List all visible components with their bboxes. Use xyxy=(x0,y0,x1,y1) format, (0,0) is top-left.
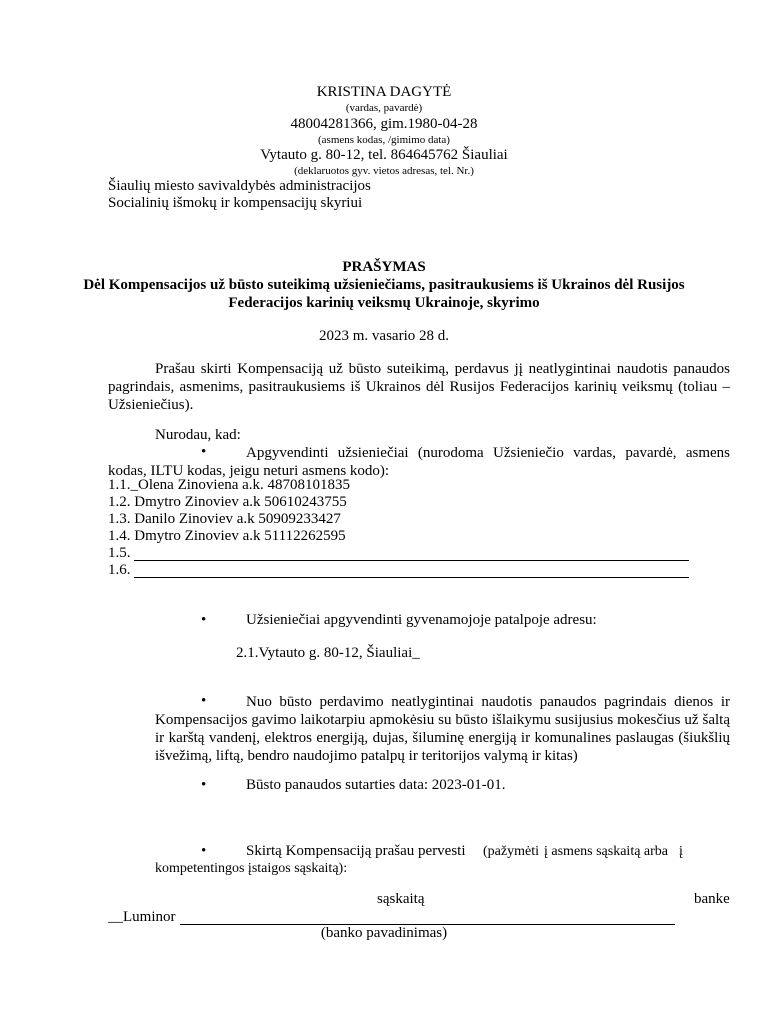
bullet-2: • xyxy=(201,612,207,628)
blank-item-6-line xyxy=(134,577,689,578)
intro-paragraph: Prašau skirti Kompensaciją už būsto suteikimą, perdavus jį neatlygintinai naudotis panaudos pagrindais, asmenims, pasitraukusiems iš Ukrainos dėl Rusijos Federacijos karinių veiksmų (toliau – Užsieniečius). xyxy=(108,361,730,413)
section5-bullet-text-d: į xyxy=(679,844,683,859)
document-title: PRAŠYMAS xyxy=(342,259,426,275)
bank-value: __Luminor xyxy=(108,909,176,925)
section2-address: 2.1.Vytauto g. 80-12, Šiauliai_ xyxy=(236,645,420,661)
bank-caption: (banko pavadinimas) xyxy=(320,925,448,941)
name-caption: (vardas, pavardė) xyxy=(345,102,423,114)
section5-bullet-text-c: į asmens sąskaitą arba xyxy=(544,844,669,859)
section5-bullet-text-a: Skirtą Kompensaciją prašau pervesti xyxy=(246,843,466,859)
list-item: 1.2. Dmytro Zinoviev a.k 50610243755 xyxy=(108,494,347,510)
blank-item-6-label: 1.6. xyxy=(108,562,131,578)
section5-bullet-text-b: (pažymėti xyxy=(483,844,539,859)
blank-item-5-label: 1.5. xyxy=(108,545,131,561)
addressee-line-1: Šiaulių miesto savivaldybės administracijos xyxy=(108,178,371,194)
list-item: 1.3. Danilo Zinoviev a.k 50909233427 xyxy=(108,511,341,527)
document-subtitle-1: Dėl Kompensacijos už būsto suteikimą užsieniečiams, pasitraukusiems iš Ukrainos dėl Rusijos xyxy=(83,277,685,293)
bullet-4: • xyxy=(201,777,207,793)
list-item: 1.1._Olena Zinoviena a.k. 48708101835 xyxy=(108,477,351,493)
account-label: sąskaitą xyxy=(377,891,425,907)
section3-bullet-text: Nuo būsto perdavimo neatlygintinai naudotis panaudos pagrindais dienos ir Kompensacijos gavimo laikotarpiu apmokėsiu su būsto išlaikymu susijusius mokesčius už šaltą ir karštą vandenį, elektros energiją, dujas, šiluminę energiją ir komunalines paslaugas (šiukšlių išvežimą, liftą, bendro naudojimo patalpų ir teritorijos valymą ir kitas) xyxy=(155,694,730,764)
section5-bullet-text-2: kompetentingos įstaigos sąskaitą): xyxy=(155,861,348,876)
section4-bullet-text: Būsto panaudos sutarties data: 2023-01-01. xyxy=(246,777,506,793)
addressee-line-2: Socialinių išmokų ir kompensacijų skyriui xyxy=(108,195,363,211)
section1-lead: Nurodau, kad: xyxy=(155,427,241,443)
document-date: 2023 m. vasario 28 d. xyxy=(319,328,449,344)
bullet-1: • xyxy=(201,444,207,460)
list-item: 1.4. Dmytro Zinoviev a.k 51112262595 xyxy=(108,528,346,544)
bank-label: banke xyxy=(694,891,730,907)
applicant-id-line: 48004281366, gim.1980-04-28 xyxy=(290,116,478,132)
section2-bullet-text: Užsieniečiai apgyvendinti gyvenamojoje patalpoje adresu: xyxy=(246,612,597,628)
bullet-5: • xyxy=(201,843,207,859)
address-caption: (deklaruotos gyv. vietos adresas, tel. Nr.) xyxy=(294,165,474,177)
applicant-name: KRISTINA DAGYTĖ xyxy=(316,84,452,100)
section1-bullet-text: Apgyvendinti užsieniečiai (nurodoma Užsieniečio vardas, pavardė, asmens kodas, ILTU kodas, jeigu neturi asmens kodo): xyxy=(108,445,730,479)
applicant-address-line: Vytauto g. 80-12, tel. 864645762 Šiauliai xyxy=(260,147,508,163)
document-subtitle-2: Federacijos karinių veiksmų Ukrainoje, skyrimo xyxy=(228,295,540,311)
id-caption: (asmens kodas, /gimimo data) xyxy=(318,134,450,146)
bullet-3: • xyxy=(201,693,207,709)
blank-item-5-line xyxy=(134,560,689,561)
